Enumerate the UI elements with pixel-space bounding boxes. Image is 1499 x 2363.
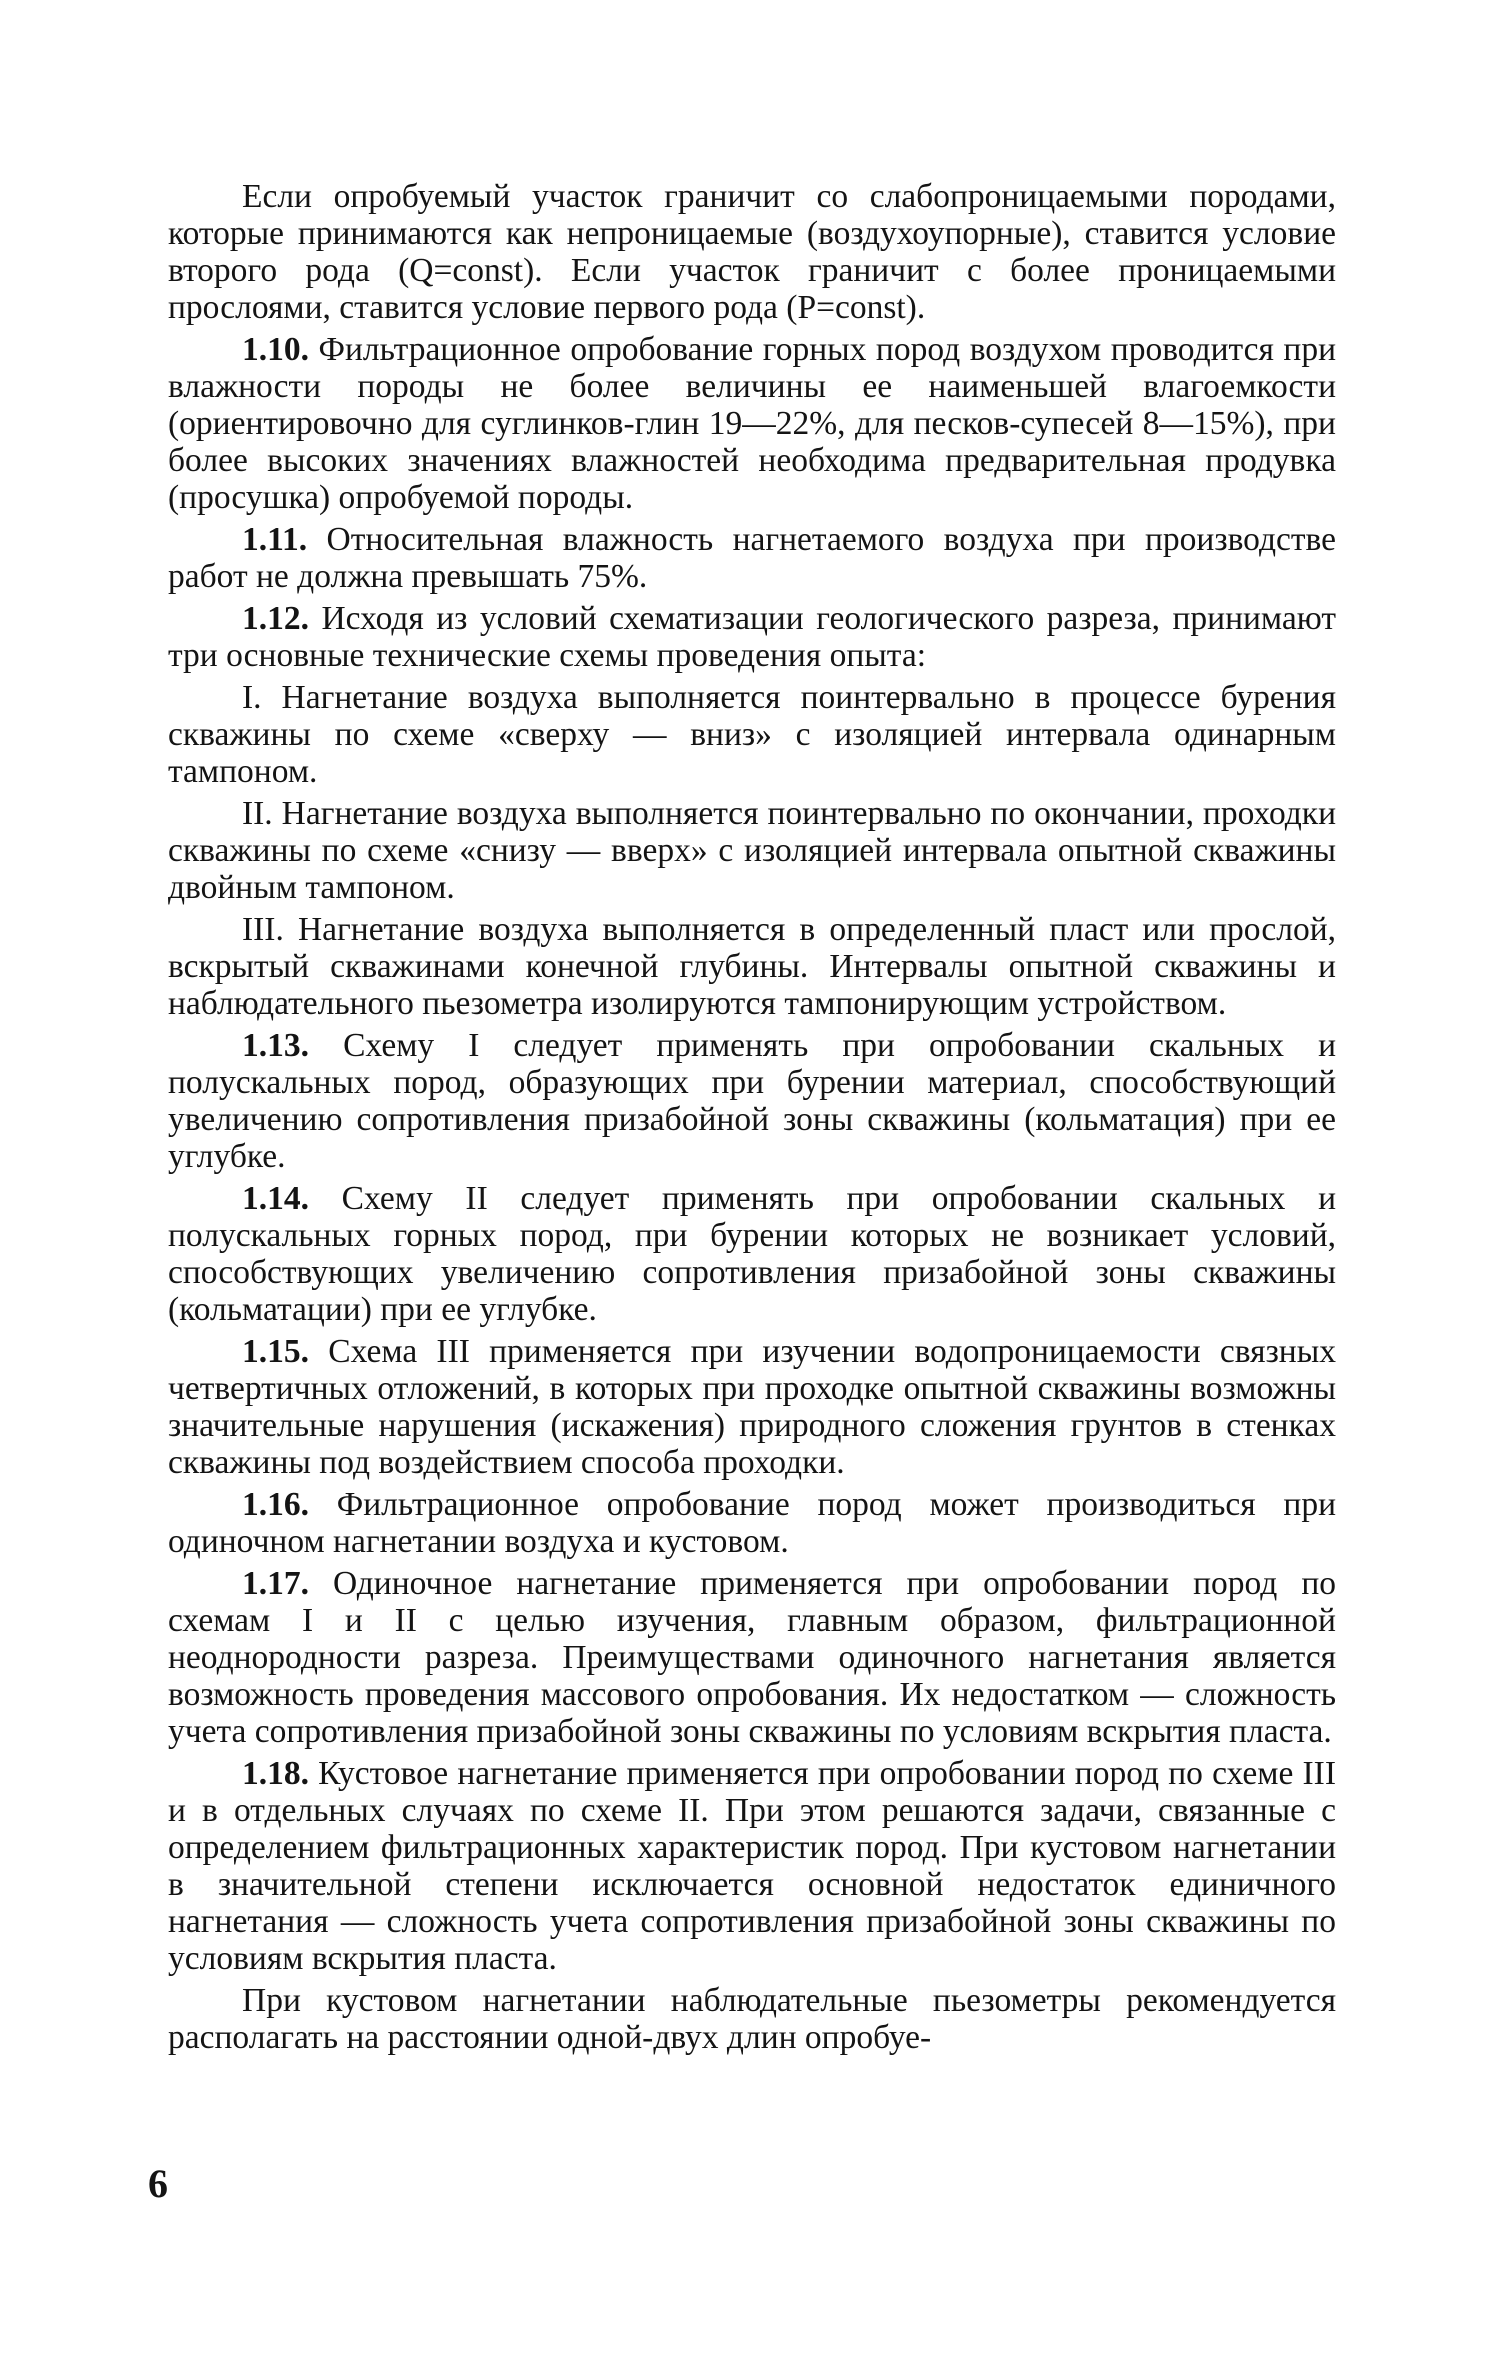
paragraph-piezometers [168, 1982, 1336, 2056]
paragraph-text: I. Нагнетание воздуха выполняется поинтервально в процессе бурения скважины по схеме «сверху — вниз» с изоляцией интервала одинарным тампоном. [168, 679, 1336, 790]
paragraph-1-11 [168, 521, 1336, 595]
paragraph-1-12 [168, 600, 1336, 674]
paragraph-text: Фильтрационное опробование горных пород воздухом проводится при влажности породы не более величины ее наименьшей влагоемкости (ориентировочно для суглинков-глин 19—22%, для песков-супесей 8—15%), при более высоких значениях влажностей необходима предварительная продувка (просушка) опробуемой породы. [168, 331, 1337, 516]
page-body [168, 178, 1336, 2061]
paragraph-text: Исходя из условий схематизации геологического разреза, принимают три основные технические схемы проведения опыта: [168, 600, 1336, 674]
paragraph-1-15 [168, 1333, 1336, 1481]
paragraph-1-10 [168, 331, 1336, 516]
paragraph-text: Схему II следует применять при опробовании скальных и полускальных горных пород, при бурении которых не возникает условий, способствующих увеличению сопротивления призабойной зоны скважины (кольматации) при ее углубке. [168, 1180, 1337, 1328]
paragraph-text: Одиночное нагнетание применяется при опробовании пород по схемам I и II с целью изучения, главным образом, фильтрационной неоднородности разреза. Преимуществами одиночного нагнетания является возможность проведения массового опробования. Их недостатком — сложность учета сопротивления призабойной зоны скважины по условиям вскрытия пласта. [168, 1565, 1337, 1750]
paragraph-1-17 [168, 1565, 1336, 1750]
paragraph-text: Относительная влажность нагнетаемого воздуха при производстве работ не должна превышать 75%. [168, 521, 1336, 595]
paragraph-text: Схему I следует применять при опробовании скальных и полускальных пород, образующих при бурении материал, способствующий увеличению сопротивления призабойной зоны скважины (кольматация) при ее углубке. [168, 1027, 1336, 1175]
paragraph-number: 1.13. [242, 1027, 309, 1064]
paragraph-1-13 [168, 1027, 1336, 1175]
paragraph-number: 1.14. [242, 1180, 309, 1217]
paragraph-number: 1.16. [242, 1486, 309, 1523]
paragraph-1-18 [168, 1755, 1336, 1977]
paragraph-number: 1.12. [242, 600, 309, 637]
paragraph-boundary-conditions [168, 178, 1336, 326]
paragraph-text: II. Нагнетание воздуха выполняется поинтервально по окончании, проходки скважины по схеме «снизу — вверх» с изоляцией интервала опытной скважины двойным тампоном. [168, 795, 1336, 906]
paragraph-number: 1.18. [242, 1755, 309, 1792]
paragraph-text: При кустовом нагнетании наблюдательные пьезометры рекомендуется располагать на расстоянии одной-двух длин опробуе- [168, 1982, 1336, 2056]
paragraph-text: Кустовое нагнетание применяется при опробовании пород по схеме III и в отдельных случаях по схеме II. При этом решаются задачи, связанные с определением фильтрационных характеристик пород. При кустовом нагнетании в значительной степени исключается основной недостаток единичного нагнетания — сложность учета сопротивления призабойной зоны скважины по условиям вскрытия пласта. [168, 1755, 1336, 1977]
paragraph-scheme-2 [168, 795, 1336, 906]
page-number: 6 [148, 2161, 168, 2206]
paragraph-scheme-3 [168, 911, 1336, 1022]
paragraph-text: Если опробуемый участок граничит со слабопроницаемыми породами, которые принимаются как непроницаемые (воздухоупорные), ставится условие второго рода (Q=const). Если участок граничит с более проницаемыми прослоями, ставится условие первого рода (P=const). [168, 178, 1336, 326]
paragraph-1-16 [168, 1486, 1336, 1560]
paragraph-number: 1.10. [242, 331, 309, 368]
paragraph-number: 1.15. [242, 1333, 309, 1370]
paragraph-text: III. Нагнетание воздуха выполняется в определенный пласт или прослой, вскрытый скважинами конечной глубины. Интервалы опытной скважины и наблюдательного пьезометра изолируются тампонирующим устройством. [168, 911, 1336, 1022]
paragraph-number: 1.11. [242, 521, 308, 558]
paragraph-number: 1.17. [242, 1565, 309, 1602]
paragraph-text: Схема III применяется при изучении водопроницаемости связных четвертичных отложений, в которых при проходке опытной скважины возможны значительные нарушения (искажения) природного сложения грунтов в стенках скважины под воздействием способа проходки. [168, 1333, 1336, 1481]
paragraph-1-14 [168, 1180, 1336, 1328]
paragraph-scheme-1 [168, 679, 1336, 790]
paragraph-text: Фильтрационное опробование пород может производиться при одиночном нагнетании воздуха и кустовом. [168, 1486, 1337, 1560]
